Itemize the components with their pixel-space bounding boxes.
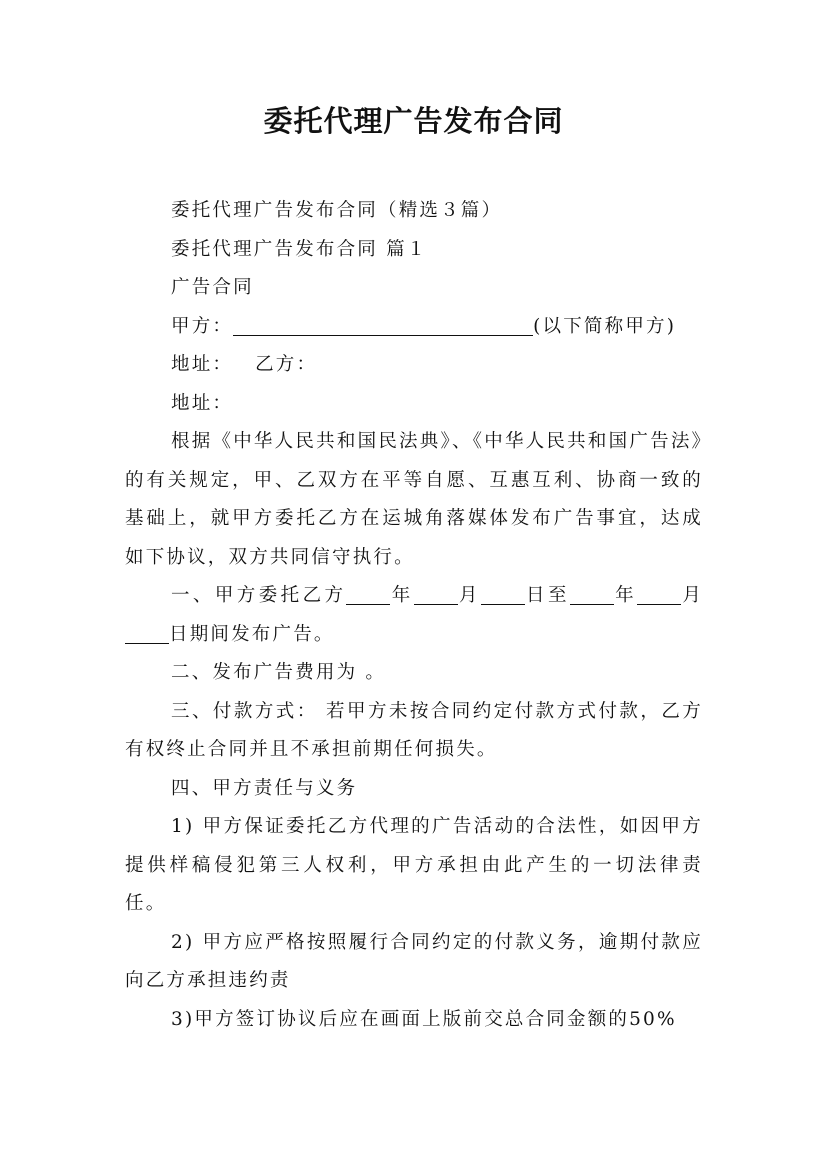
month-label-2: 月 xyxy=(681,585,704,606)
paragraph-party-a xyxy=(125,308,703,347)
paragraph-clause-4-1: 1) 甲方保证委托乙方代理的广告活动的合法性，如因甲方提供样稿侵犯第三人权利，甲方承担由此产生的一切法律责任。 xyxy=(125,816,703,914)
party-b-label: 乙方： xyxy=(255,354,318,375)
year-label-1: 年 xyxy=(390,585,414,606)
party-a-blank xyxy=(233,315,533,336)
blank-month-2 xyxy=(637,584,681,605)
address-label: 地址： xyxy=(171,354,234,375)
year-label-2: 年 xyxy=(613,585,638,606)
paragraph-preamble: 根据《中华人民共和国民法典》、《中华人民共和国广告法》的有关规定，甲、乙双方在平等自愿、互惠互利、协商一致的基础上，就甲方委托乙方在运城角落媒体发布广告事宜，达成如下协议，双方共同信守执行。 xyxy=(125,431,703,568)
paragraph-address-party-b xyxy=(125,346,703,385)
month-label-1: 月 xyxy=(457,585,481,606)
blank-year-1 xyxy=(346,584,390,605)
blank-day-2 xyxy=(125,623,169,644)
document-body xyxy=(125,192,703,1039)
party-a-label: 甲方： xyxy=(171,315,234,337)
document-title: 委托代理广告发布合同 xyxy=(263,104,564,138)
blank-day-1 xyxy=(481,584,525,605)
paragraph-clause-3: 三、付款方式： 若甲方未按合同约定付款方式付款，乙方有权终止合同并且不承担前期任何损失。 xyxy=(125,700,703,760)
paragraph-contract-heading: 广告合同 xyxy=(171,277,254,298)
clause-1-end: 日期间发布广告。 xyxy=(169,623,335,645)
party-a-suffix: (以下简称甲方) xyxy=(533,315,677,337)
paragraph-clause-4-3: 3)甲方签订协议后应在画面上版前交总合同金额的50% xyxy=(171,1008,677,1030)
paragraph-clause-2: 二、发布广告费用为 。 xyxy=(171,662,387,683)
blank-year-2 xyxy=(570,584,614,605)
paragraph-address-2: 地址： xyxy=(171,392,234,414)
paragraph-clause-4-2: 2) 甲方应严格按照履行合同约定的付款义务，逾期付款应向乙方承担违约责 xyxy=(125,931,703,991)
clause-1-text: 一、甲方委托乙方 xyxy=(171,585,347,606)
blank-month-1 xyxy=(414,584,458,605)
paragraph-section-heading: 委托代理广告发布合同 篇１ xyxy=(171,238,428,260)
day-label-1: 日至 xyxy=(524,585,570,606)
paragraph-clause-4: 四、甲方责任与义务 xyxy=(171,777,358,799)
paragraph-subtitle: 委托代理广告发布合同（精选３篇） xyxy=(171,200,503,221)
paragraph-clause-1 xyxy=(125,577,703,654)
